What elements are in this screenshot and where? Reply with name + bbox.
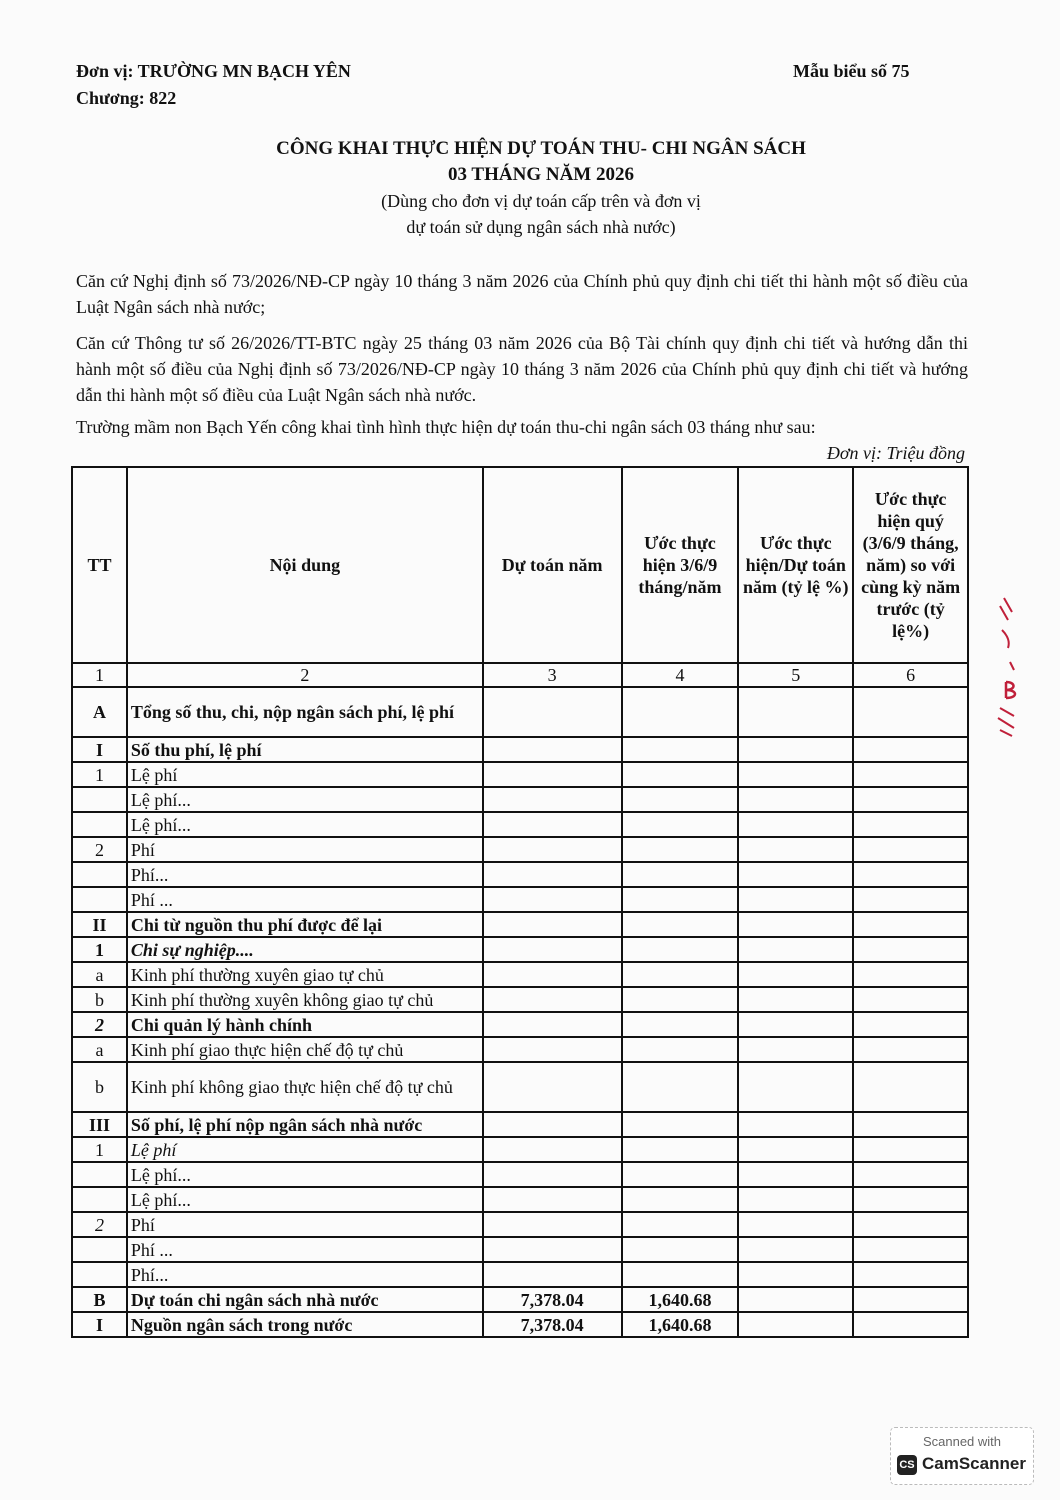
- row-content: Lệ phí: [127, 1137, 483, 1162]
- row-content: Lệ phí...: [127, 812, 483, 837]
- row-yoy: [853, 887, 968, 912]
- row-tt: [72, 787, 127, 812]
- camscanner-badge: [890, 1427, 1034, 1485]
- row-content: Phí...: [127, 1262, 483, 1287]
- table-row: [72, 762, 968, 787]
- paragraph-decree: Căn cứ Nghị định số 73/2026/NĐ-CP ngày 10 tháng 3 năm 2026 của Chính phủ quy định chi tiết thi hành một số điều của Luật Ngân sách nhà nước;: [76, 271, 968, 317]
- row-ratio: [738, 1262, 853, 1287]
- row-budget: [483, 937, 622, 962]
- row-estimate: [622, 937, 739, 962]
- row-ratio: [738, 787, 853, 812]
- row-content: Kinh phí thường xuyên giao tự chủ: [127, 962, 483, 987]
- col-number: 3: [483, 663, 622, 687]
- row-ratio: [738, 1287, 853, 1312]
- row-yoy: [853, 1012, 968, 1037]
- row-estimate: [622, 1112, 739, 1137]
- row-yoy: [853, 1162, 968, 1187]
- row-ratio: [738, 687, 853, 737]
- row-estimate: [622, 887, 739, 912]
- row-content: Kinh phí không giao thực hiện chế độ tự chủ: [127, 1062, 483, 1112]
- header-ratio: Ước thực hiện/Dự toán năm (tỷ lệ %): [738, 467, 853, 663]
- header-budget: Dự toán năm: [483, 467, 622, 663]
- column-number-row: [72, 663, 968, 687]
- col-number: 2: [127, 663, 483, 687]
- table-row: [72, 887, 968, 912]
- row-yoy: [853, 837, 968, 862]
- table-row: [72, 737, 968, 762]
- row-estimate: [622, 1162, 739, 1187]
- scanned-with-label: Scanned with: [922, 1434, 1002, 1449]
- row-tt: I: [72, 737, 127, 762]
- col-number: 5: [738, 663, 853, 687]
- row-budget: [483, 862, 622, 887]
- row-tt: [72, 1162, 127, 1187]
- row-content: Chi sự nghiệp....: [127, 937, 483, 962]
- table-row: [72, 787, 968, 812]
- row-tt: 2: [72, 837, 127, 862]
- table-row: [72, 862, 968, 887]
- camscanner-name: CamScanner: [922, 1454, 1026, 1473]
- row-budget: [483, 1187, 622, 1212]
- row-yoy: [853, 1262, 968, 1287]
- row-tt: B: [72, 1287, 127, 1312]
- col-number: 6: [853, 663, 968, 687]
- row-yoy: [853, 1212, 968, 1237]
- row-budget: [483, 837, 622, 862]
- row-estimate: [622, 1012, 739, 1037]
- row-content: Lệ phí...: [127, 1187, 483, 1212]
- row-ratio: [738, 737, 853, 762]
- paragraph-circular: Căn cứ Thông tư số 26/2026/TT-BTC ngày 25 tháng 03 năm 2026 của Bộ Tài chính quy định chi tiết và hướng dẫn thi hành một số điều của Nghị định số 73/2026/NĐ-CP ngày 10 tháng 3 năm 2026 của Chính phủ quy định chi tiết và hướng dẫn thi hành một số điều của Luật Ngân sách nhà nước.: [76, 333, 968, 405]
- row-estimate: [622, 1137, 739, 1162]
- row-tt: b: [72, 1062, 127, 1112]
- row-ratio: [738, 912, 853, 937]
- row-yoy: [853, 812, 968, 837]
- budget-table: [71, 466, 969, 1338]
- subtitle-line-2: dự toán sử dụng ngân sách nhà nước): [406, 217, 676, 237]
- row-budget: [483, 787, 622, 812]
- row-ratio: [738, 1137, 853, 1162]
- unit-name: TRƯỜNG MN BẠCH YÊN: [137, 61, 351, 81]
- row-content: Phí...: [127, 862, 483, 887]
- row-tt: b: [72, 987, 127, 1012]
- row-budget: [483, 1062, 622, 1112]
- row-estimate: 1,640.68: [622, 1287, 739, 1312]
- row-tt: 1: [72, 937, 127, 962]
- row-tt: [72, 862, 127, 887]
- row-tt: III: [72, 1112, 127, 1137]
- row-yoy: [853, 1137, 968, 1162]
- row-ratio: [738, 987, 853, 1012]
- title-line-2: 03 THÁNG NĂM 2026: [448, 164, 634, 185]
- title-line-1: CÔNG KHAI THỰC HIỆN DỰ TOÁN THU- CHI NGÂN SÁCH: [276, 138, 806, 159]
- row-content: Chi từ nguồn thu phí được để lại: [127, 912, 483, 937]
- row-tt: 1: [72, 1137, 127, 1162]
- row-estimate: [622, 912, 739, 937]
- table-row: [72, 837, 968, 862]
- row-tt: [72, 1187, 127, 1212]
- table-row: [72, 1137, 968, 1162]
- table-row: [72, 912, 968, 937]
- row-ratio: [738, 1162, 853, 1187]
- row-content: Phí ...: [127, 887, 483, 912]
- row-estimate: [622, 737, 739, 762]
- row-content: Chi quản lý hành chính: [127, 1012, 483, 1037]
- table-row: [72, 1062, 968, 1112]
- row-ratio: [738, 762, 853, 787]
- row-ratio: [738, 1212, 853, 1237]
- row-content: Dự toán chi ngân sách nhà nước: [127, 1287, 483, 1312]
- row-estimate: [622, 1187, 739, 1212]
- row-yoy: [853, 737, 968, 762]
- row-ratio: [738, 1187, 853, 1212]
- row-yoy: [853, 912, 968, 937]
- row-ratio: [738, 1062, 853, 1112]
- row-estimate: [622, 962, 739, 987]
- table-row: [72, 987, 968, 1012]
- row-ratio: [738, 937, 853, 962]
- row-tt: a: [72, 962, 127, 987]
- header-estimate: Ước thực hiện 3/6/9 tháng/năm: [622, 467, 739, 663]
- row-tt: I: [72, 1312, 127, 1337]
- row-budget: [483, 1237, 622, 1262]
- form-number: Mẫu biểu số 75: [793, 61, 910, 81]
- row-yoy: [853, 1062, 968, 1112]
- row-content: Số thu phí, lệ phí: [127, 737, 483, 762]
- row-tt: II: [72, 912, 127, 937]
- col-number: 1: [72, 663, 127, 687]
- table-row: [72, 937, 968, 962]
- row-estimate: [622, 987, 739, 1012]
- row-budget: [483, 987, 622, 1012]
- row-tt: [72, 1262, 127, 1287]
- table-row: [72, 1262, 968, 1287]
- row-budget: [483, 762, 622, 787]
- row-content: Tổng số thu, chi, nộp ngân sách phí, lệ phí: [127, 687, 483, 737]
- row-estimate: [622, 1262, 739, 1287]
- document-header-left: [76, 58, 351, 112]
- row-budget: [483, 1037, 622, 1062]
- row-ratio: [738, 887, 853, 912]
- table-row: [72, 1287, 968, 1312]
- row-budget: [483, 912, 622, 937]
- chapter-label: Chương: 822: [76, 88, 177, 108]
- row-estimate: [622, 687, 739, 737]
- row-yoy: [853, 1187, 968, 1212]
- row-ratio: [738, 1237, 853, 1262]
- row-yoy: [853, 937, 968, 962]
- currency-unit: Đơn vị: Triệu đồng: [826, 443, 965, 463]
- row-estimate: [622, 762, 739, 787]
- row-estimate: [622, 1062, 739, 1112]
- row-estimate: [622, 1212, 739, 1237]
- row-estimate: [622, 787, 739, 812]
- row-content: Kinh phí giao thực hiện chế độ tự chủ: [127, 1037, 483, 1062]
- row-ratio: [738, 812, 853, 837]
- row-content: Nguồn ngân sách trong nước: [127, 1312, 483, 1337]
- row-yoy: [853, 862, 968, 887]
- row-estimate: [622, 812, 739, 837]
- row-content: Phí: [127, 837, 483, 862]
- row-tt: [72, 812, 127, 837]
- row-ratio: [738, 962, 853, 987]
- row-ratio: [738, 1037, 853, 1062]
- col-number: 4: [622, 663, 739, 687]
- table-header-row: [72, 467, 968, 663]
- row-estimate: [622, 862, 739, 887]
- row-yoy: [853, 1237, 968, 1262]
- row-budget: [483, 1112, 622, 1137]
- row-tt: [72, 1237, 127, 1262]
- row-content: Phí: [127, 1212, 483, 1237]
- row-ratio: [738, 837, 853, 862]
- row-budget: [483, 687, 622, 737]
- row-tt: 2: [72, 1212, 127, 1237]
- row-budget: [483, 887, 622, 912]
- row-estimate: 1,640.68: [622, 1312, 739, 1337]
- table-row: [72, 687, 968, 737]
- unit-label: Đơn vị:: [76, 61, 134, 81]
- row-tt: a: [72, 1037, 127, 1062]
- header-tt: TT: [72, 467, 127, 663]
- row-yoy: [853, 762, 968, 787]
- row-estimate: [622, 1237, 739, 1262]
- row-budget: [483, 1212, 622, 1237]
- row-estimate: [622, 1037, 739, 1062]
- row-budget: 7,378.04: [483, 1287, 622, 1312]
- row-content: Kinh phí thường xuyên không giao tự chủ: [127, 987, 483, 1012]
- table-row: [72, 812, 968, 837]
- table-row: [72, 1112, 968, 1137]
- header-yoy: Ước thực hiện quý (3/6/9 tháng, năm) so với cùng kỳ năm trước (tỷ lệ%): [853, 467, 968, 663]
- table-row: [72, 1312, 968, 1337]
- row-budget: [483, 1012, 622, 1037]
- row-yoy: [853, 687, 968, 737]
- row-ratio: [738, 1312, 853, 1337]
- row-tt: 2: [72, 1012, 127, 1037]
- row-budget: [483, 1137, 622, 1162]
- row-ratio: [738, 1012, 853, 1037]
- row-content: Lệ phí: [127, 762, 483, 787]
- row-budget: [483, 1162, 622, 1187]
- row-yoy: [853, 1287, 968, 1312]
- row-yoy: [853, 787, 968, 812]
- table-row: [72, 1187, 968, 1212]
- row-estimate: [622, 837, 739, 862]
- row-yoy: [853, 962, 968, 987]
- table-row: [72, 1012, 968, 1037]
- table-row: [72, 1162, 968, 1187]
- row-tt: A: [72, 687, 127, 737]
- document-title: [0, 136, 1060, 240]
- row-yoy: [853, 1312, 968, 1337]
- row-content: Phí ...: [127, 1237, 483, 1262]
- row-content: Lệ phí...: [127, 787, 483, 812]
- subtitle-line-1: (Dùng cho đơn vị dự toán cấp trên và đơn vị: [381, 191, 701, 211]
- header-content: Nội dung: [127, 467, 483, 663]
- row-yoy: [853, 987, 968, 1012]
- row-budget: 7,378.04: [483, 1312, 622, 1337]
- row-content: Số phí, lệ phí nộp ngân sách nhà nước: [127, 1112, 483, 1137]
- row-budget: [483, 737, 622, 762]
- row-tt: [72, 887, 127, 912]
- stamp-fragment-icon: [990, 590, 1030, 740]
- row-ratio: [738, 1112, 853, 1137]
- row-content: Lệ phí...: [127, 1162, 483, 1187]
- paragraph-intro: Trường mầm non Bạch Yến công khai tình hình thực hiện dự toán thu-chi ngân sách 03 tháng như sau:: [76, 417, 816, 437]
- row-budget: [483, 812, 622, 837]
- table-row: [72, 962, 968, 987]
- row-ratio: [738, 862, 853, 887]
- row-budget: [483, 962, 622, 987]
- row-tt: 1: [72, 762, 127, 787]
- row-yoy: [853, 1112, 968, 1137]
- camscanner-logo-icon: CS: [897, 1455, 917, 1475]
- row-budget: [483, 1262, 622, 1287]
- row-yoy: [853, 1037, 968, 1062]
- table-row: [72, 1212, 968, 1237]
- table-row: [72, 1037, 968, 1062]
- table-row: [72, 1237, 968, 1262]
